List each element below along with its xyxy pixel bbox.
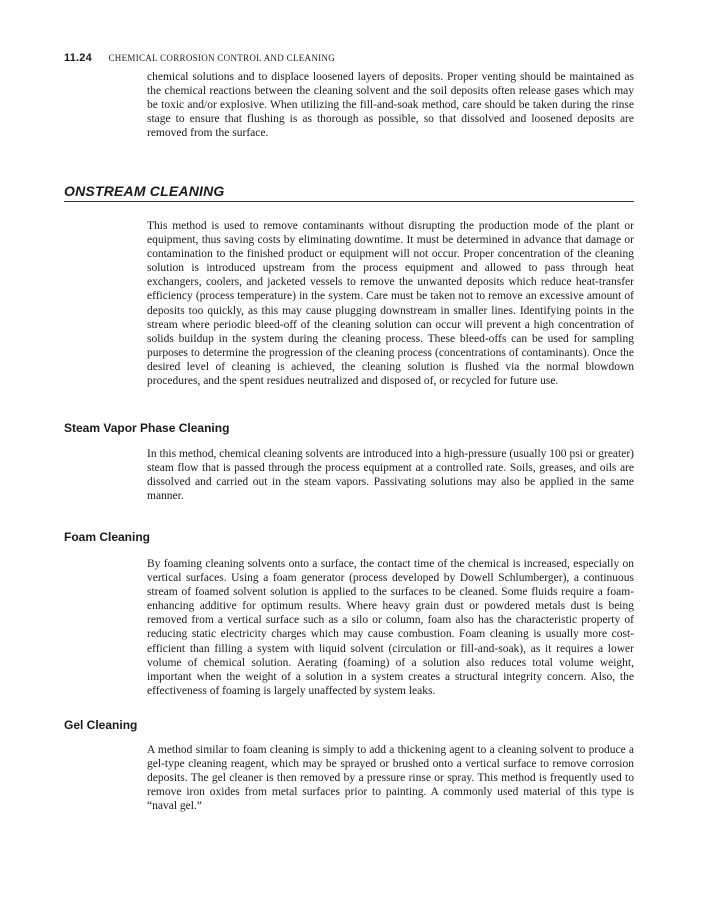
subsection-heading-foam: Foam Cleaning	[64, 530, 151, 544]
onstream-text: This method is used to remove contaminants without disrupting the production mode of the plant or equipment, thus saving costs by eliminating downtime. It must be determined in advance that damage or contamination to the finished product or equipment will not occur. Proper concentration of the cleaning solution is introduced upstream from the process equipment and allowed to pass through heat exchangers, coolers, and jacketed vessels to remove the unwanted deposits which reduce heat-transfer efficiency (process temperature) in the system. Care must be taken not to remove an excessive amount of deposits too quickly, as this may cause plugging downstream in smaller lines. Identifying points in the stream where periodic bleed-off of the cleaning solution can occur will prevent a high concentration of solids buildup in the system during the cleaning process. These bleed-offs can be used for sampling purposes to determine the progression of the cleaning process (concentrations of contaminants). Once the desired level of cleaning is achieved, the cleaning solution is flushed via the normal blowdown procedures, and the spent residues neutralized and disposed of, or recycled for future use.	[147, 220, 634, 388]
gel-paragraph	[147, 743, 634, 813]
foam-paragraph	[147, 557, 634, 698]
section-heading-rule	[64, 201, 634, 202]
running-title: CHEMICAL CORROSION CONTROL AND CLEANING	[108, 53, 336, 63]
page-number: 11.24	[64, 52, 92, 64]
running-header	[64, 52, 335, 64]
steam-text: In this method, chemical cleaning solvents are introduced into a high-pressure (usually 100 psi or greater) steam flow that is passed through the process equipment at a controlled rate. Soils, greases, and oils are dissolved and carried out in the steam vapors. Passivating solutions may also be applied in the same manner.	[147, 448, 634, 503]
steam-paragraph	[147, 447, 634, 503]
subsection-heading-steam-vapor: Steam Vapor Phase Cleaning	[64, 421, 230, 435]
intro-text: chemical solutions and to displace loosened layers of deposits. Proper venting should be maintained as the chemical reactions between the cleaning solvent and the soil deposits often release gases which may be toxic and/or explosive. When utilizing the fill-and-soak method, care should be taken during the rinse stage to ensure that flushing is as thorough as possible, so that dissolved and loosened deposits are removed from the surface.	[147, 71, 634, 140]
foam-text: By foaming cleaning solvents onto a surface, the contact time of the chemical is increased, especially on vertical surfaces. Using a foam generator (process developed by Dowell Schlumberger), a continuous stream of foamed solvent solution is applied to the surfaces to be cleaned. Some fluids require a foam-enhancing additive for optimum results. Where heavy grain dust or powdered metals dust is being removed from a vertical surface such as a silo or column, foam also has the characteristic property of reducing static electricity charges which may cause combustion. Foam cleaning is usually more cost-efficient than filling a system with liquid solvent (circulation or fill-and-soak), as it requires a lower volume of chemical solution. Aerating (foaming) of a solution also reduces total volume weight, important when the weight of a solution in a system creates a structural integrity concern. Also, the effectiveness of foaming is largely unaffected by system leaks.	[147, 558, 634, 697]
intro-paragraph	[147, 70, 634, 140]
gel-text: A method similar to foam cleaning is simply to add a thickening agent to a cleaning solvent to produce a gel-type cleaning reagent, which may be sprayed or brushed onto a vertical surface to remove corrosion deposits. The gel cleaner is then removed by a pressure rinse or spray. This method is frequently used to remove iron oxides from metal surfaces prior to painting. A commonly used material of this type is “naval gel.”	[147, 744, 634, 813]
onstream-paragraph	[147, 219, 634, 388]
subsection-heading-gel: Gel Cleaning	[64, 718, 138, 732]
section-heading-onstream-cleaning: ONSTREAM CLEANING	[64, 183, 225, 199]
